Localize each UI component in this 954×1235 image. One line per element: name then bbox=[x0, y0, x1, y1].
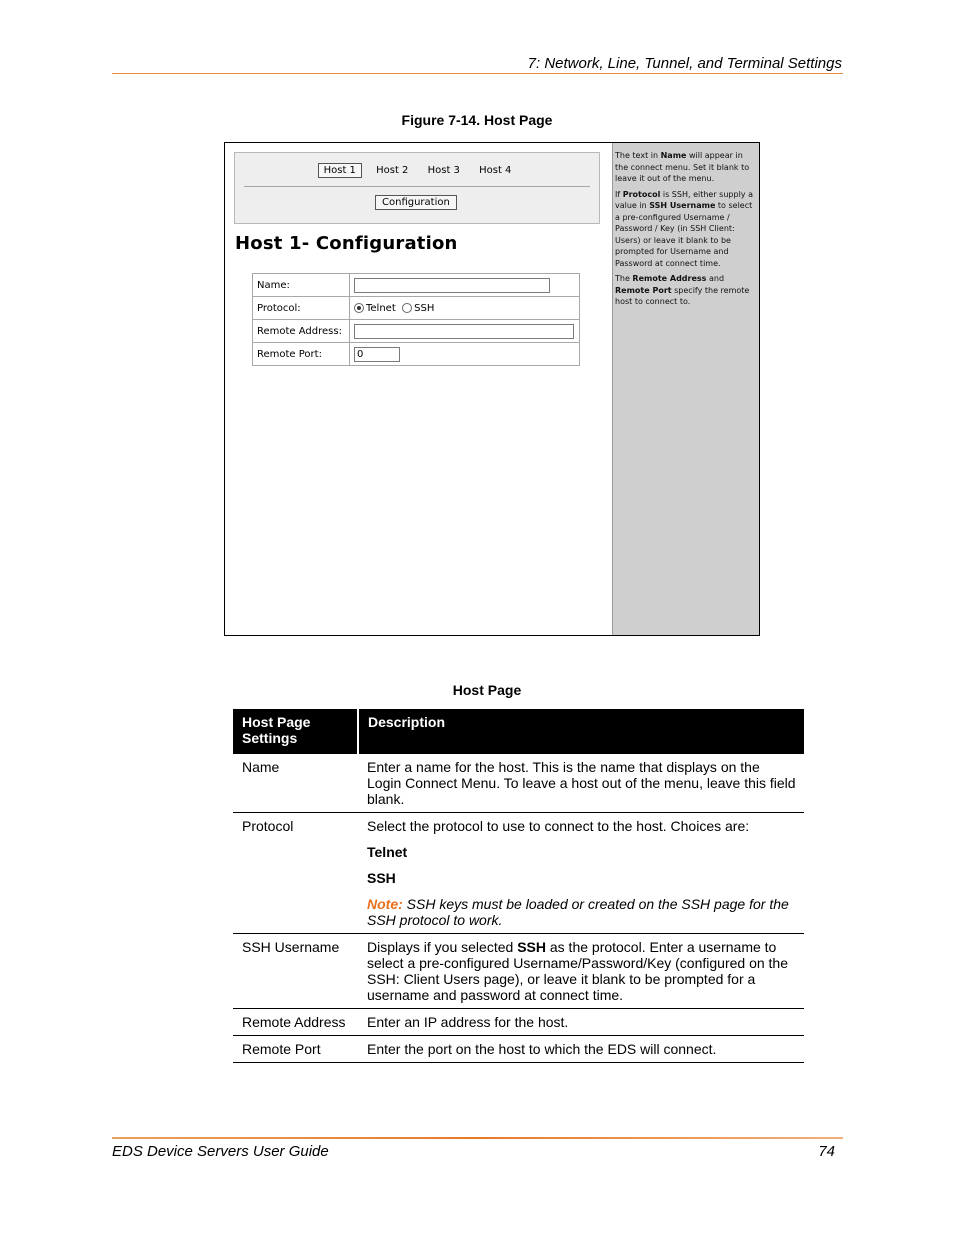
help-sidebar bbox=[612, 143, 759, 635]
tab-host-1[interactable]: Host 1 bbox=[318, 163, 362, 178]
tab-host-4[interactable]: Host 4 bbox=[479, 165, 512, 176]
choice-ssh: SSH bbox=[367, 870, 396, 886]
header-settings: Host Page Settings bbox=[233, 709, 358, 754]
desc-name: Enter a name for the host. This is the name that displays on the Login Connect Menu. To leave a host out of the menu, leave this field blank. bbox=[358, 754, 804, 813]
choice-telnet: Telnet bbox=[367, 844, 408, 860]
remote-port-input[interactable]: 0 bbox=[354, 347, 400, 362]
figure-caption: Figure 7-14. Host Page bbox=[401, 112, 553, 128]
telnet-radio[interactable] bbox=[354, 303, 364, 313]
name-label: Name: bbox=[253, 274, 350, 297]
chapter-title: 7: Network, Line, Tunnel, and Terminal Settings bbox=[527, 55, 842, 72]
table-row bbox=[233, 813, 804, 934]
footer-rule bbox=[112, 1137, 843, 1139]
help-name: The text in Name will appear in the connect menu. Set it blank to leave it out of the menu. bbox=[615, 151, 750, 183]
telnet-label: Telnet bbox=[366, 302, 396, 314]
configuration-button[interactable]: Configuration bbox=[375, 195, 457, 210]
page-title: Host 1- Configuration bbox=[235, 233, 458, 254]
header-description: Description bbox=[358, 709, 804, 754]
protocol-note: Note: SSH keys must be loaded or created on the SSH page for the SSH protocol to work. bbox=[367, 896, 789, 928]
table-row bbox=[233, 934, 804, 1009]
remote-address-input[interactable] bbox=[354, 324, 574, 339]
help-remote: The Remote Address and Remote Port specify the remote host to connect to. bbox=[615, 274, 750, 306]
setting-protocol: Protocol bbox=[233, 813, 358, 934]
form-row-name bbox=[253, 274, 580, 297]
host-settings-table bbox=[233, 709, 804, 1063]
help-protocol: If Protocol is SSH, either supply a value in SSH Username to select a pre-configured Username / Password / Key (in SSH Client: Users) or leave it blank to be prompted for Username and Password at connect time. bbox=[615, 189, 753, 268]
host-nav-box bbox=[234, 152, 600, 224]
form-row-remote-port bbox=[253, 343, 580, 366]
table-row bbox=[233, 1009, 804, 1036]
desc-remote-address: Enter an IP address for the host. bbox=[358, 1009, 804, 1036]
host-config-form bbox=[252, 273, 580, 366]
guide-title: EDS Device Servers User Guide bbox=[112, 1143, 329, 1160]
tab-host-2[interactable]: Host 2 bbox=[376, 165, 409, 176]
form-row-protocol bbox=[253, 297, 580, 320]
tab-host-3[interactable]: Host 3 bbox=[427, 165, 460, 176]
form-row-remote-address bbox=[253, 320, 580, 343]
table-caption: Host Page bbox=[452, 682, 522, 698]
host-tabs bbox=[235, 163, 599, 178]
remote-address-label: Remote Address: bbox=[253, 320, 350, 343]
setting-remote-address: Remote Address bbox=[233, 1009, 358, 1036]
desc-remote-port: Enter the port on the host to which the EDS will connect. bbox=[358, 1036, 804, 1063]
name-input[interactable] bbox=[354, 278, 550, 293]
desc-protocol: Select the protocol to use to connect to the host. Choices are: Telnet SSH Note: SSH keys must be loaded or created on the SSH page for the SSH protocol to work. bbox=[358, 813, 804, 934]
setting-remote-port: Remote Port bbox=[233, 1036, 358, 1063]
protocol-label: Protocol: bbox=[253, 297, 350, 320]
setting-ssh-username: SSH Username bbox=[233, 934, 358, 1009]
table-row bbox=[233, 754, 804, 813]
nav-divider bbox=[244, 186, 590, 187]
setting-name: Name bbox=[233, 754, 358, 813]
page-number: 74 bbox=[818, 1143, 835, 1160]
ssh-label: SSH bbox=[414, 302, 435, 314]
remote-port-label: Remote Port: bbox=[253, 343, 350, 366]
table-row bbox=[233, 1036, 804, 1063]
ssh-radio[interactable] bbox=[402, 303, 412, 313]
host-page-screenshot bbox=[224, 142, 760, 636]
header-rule bbox=[112, 73, 843, 74]
desc-ssh-username: Displays if you selected SSH as the protocol. Enter a username to select a pre-configured Username/Password/Key (configured on the SSH: Client Users page), or leave it blank to be prompted for a username and password at connect time. bbox=[358, 934, 804, 1009]
table-header-row bbox=[233, 709, 804, 754]
